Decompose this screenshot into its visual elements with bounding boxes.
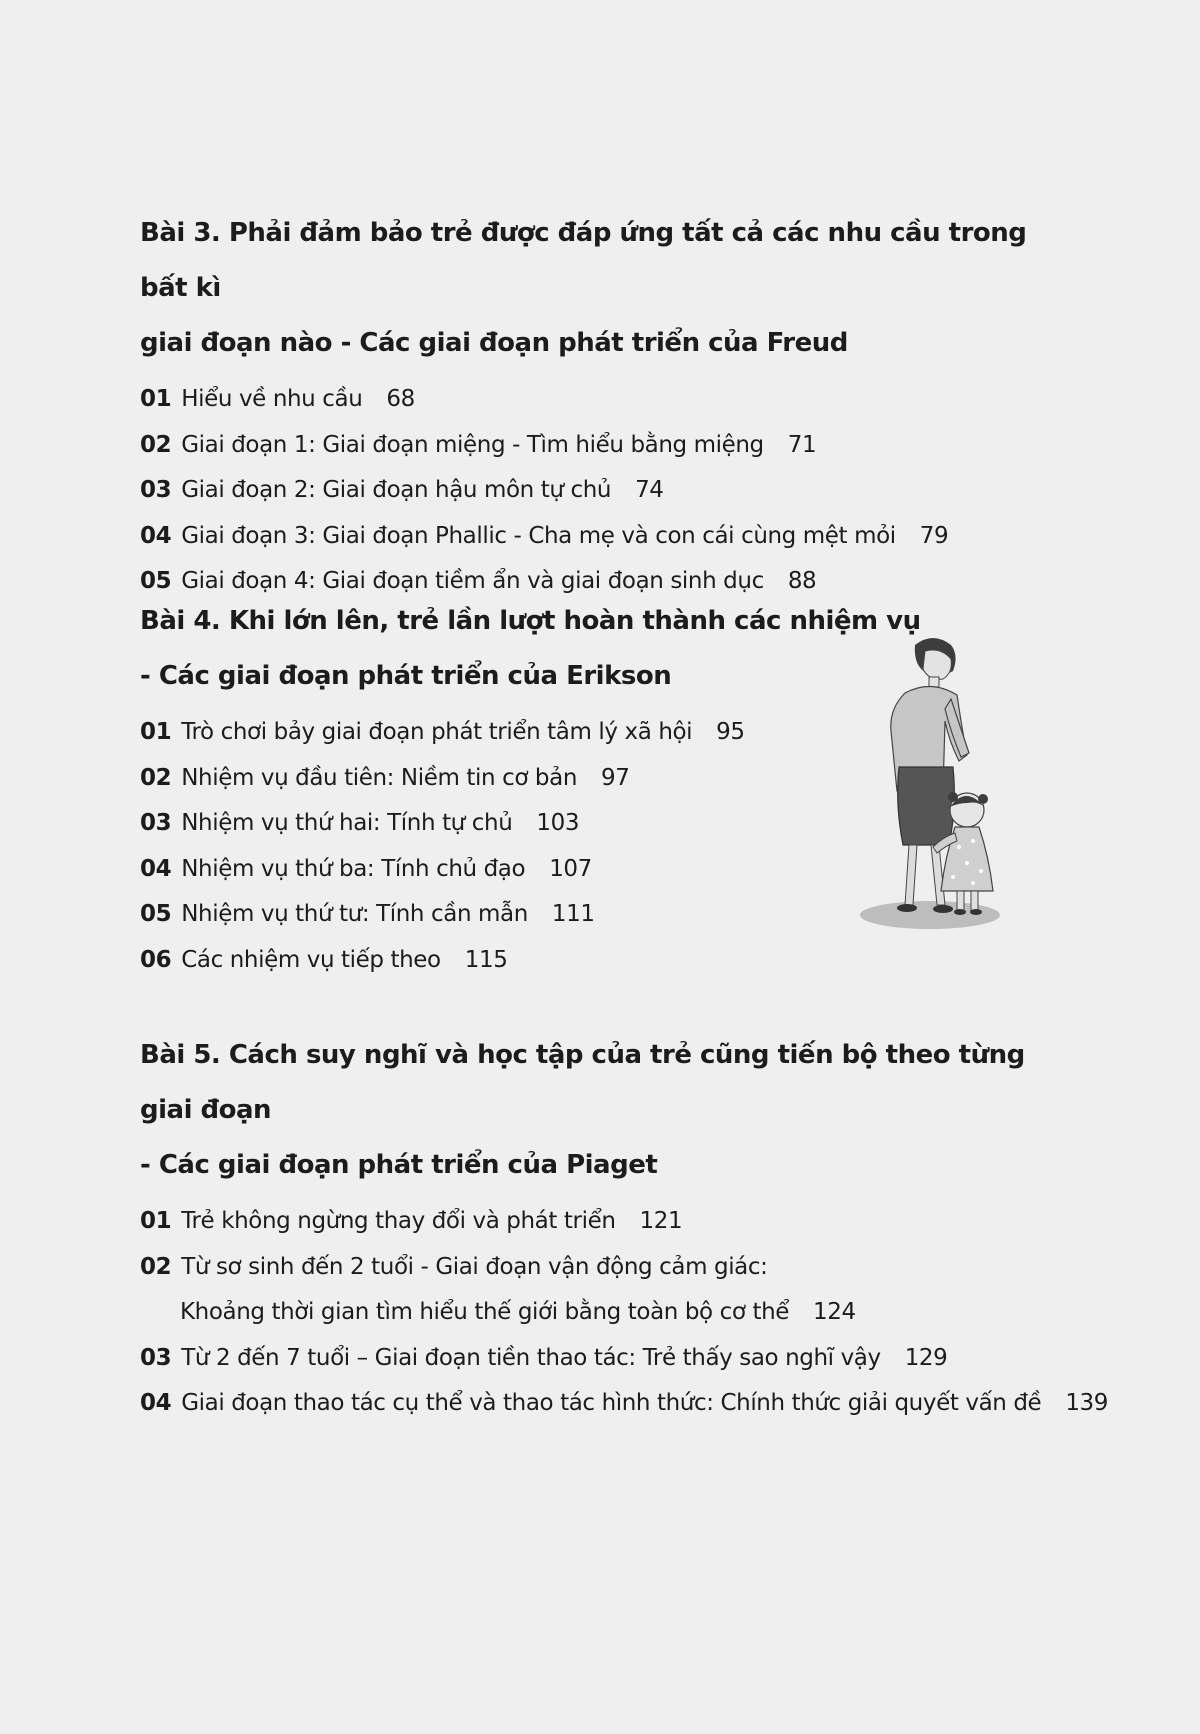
entry-title: Từ 2 đến 7 tuổi – Giai đoạn tiền thao tác: Trẻ thấy sao nghĩ vậy — [181, 1344, 881, 1371]
entry-title: Giai đoạn 1: Giai đoạn miệng - Tìm hiểu bằng miệng — [181, 431, 764, 458]
entry-page: 103 — [536, 810, 580, 836]
section-heading-line2: - Các giai đoạn phát triển của Erikson — [140, 661, 672, 691]
entry-title: Giai đoạn 3: Giai đoạn Phallic - Cha mẹ và con cái cùng mệt mỏi — [181, 522, 896, 549]
entry-number: 01 — [140, 386, 172, 412]
entry-page: 139 — [1065, 1390, 1109, 1416]
entry-title: Giai đoạn thao tác cụ thể và thao tác hình thức: Chính thức giải quyết vấn đề — [181, 1390, 1042, 1416]
toc-entry[interactable] — [140, 1199, 1040, 1245]
entry-page: 68 — [386, 386, 415, 412]
section-heading-line2: giai đoạn nào - Các giai đoạn phát triển của Freud — [140, 328, 848, 358]
entry-number: 02 — [140, 1253, 172, 1280]
entry-page: 121 — [639, 1208, 683, 1234]
entry-number: 02 — [140, 764, 172, 791]
entry-number: 05 — [140, 901, 172, 927]
section-heading — [140, 206, 1040, 371]
entry-page: 129 — [904, 1344, 948, 1371]
toc-entry[interactable] — [140, 377, 1040, 423]
section-heading-line2: - Các giai đoạn phát triển của Piaget — [140, 1150, 658, 1180]
toc-entry[interactable] — [140, 423, 1040, 469]
toc-entry[interactable] — [140, 468, 1040, 514]
entry-title: Trò chơi bảy giai đoạn phát triển tâm lý xã hội — [181, 719, 693, 745]
entry-number: 05 — [140, 568, 172, 594]
entry-number: 01 — [140, 719, 172, 745]
toc-section-5 — [140, 1028, 1109, 1427]
ground-shadow — [860, 901, 1000, 929]
entry-title: Hiểu về nhu cầu — [181, 386, 363, 412]
entry-title: Nhiệm vụ đầu tiên: Niềm tin cơ bản — [181, 764, 577, 791]
entry-page: 115 — [464, 946, 508, 973]
entry-title: Nhiệm vụ thứ ba: Tính chủ đạo — [181, 855, 526, 882]
entry-title: Nhiệm vụ thứ tư: Tính cần mẫn — [181, 901, 528, 927]
toc-entry[interactable] — [140, 1245, 1040, 1336]
entry-number: 03 — [140, 810, 172, 836]
entry-number: 02 — [140, 431, 172, 458]
entry-page: 79 — [919, 522, 949, 549]
section-heading-line1: Bài 4. Khi lớn lên, trẻ lần lượt hoàn thành các nhiệm vụ — [140, 606, 921, 636]
toc-entry[interactable] — [140, 514, 1040, 560]
entry-title: Nhiệm vụ thứ hai: Tính tự chủ — [181, 810, 513, 836]
mother-child-illustration — [855, 625, 1015, 945]
section-heading-line1: Bài 3. Phải đảm bảo trẻ được đáp ứng tất cả các nhu cầu trong bất kì — [140, 218, 1027, 303]
entry-number: 04 — [140, 522, 172, 549]
entry-page: 95 — [716, 719, 745, 745]
toc-entry[interactable] — [140, 1336, 1040, 1382]
toc-section-3 — [140, 206, 1040, 605]
entry-page: 124 — [813, 1299, 856, 1325]
entry-number: 01 — [140, 1208, 172, 1234]
entry-title: Giai đoạn 2: Giai đoạn hậu môn tự chủ — [181, 477, 612, 503]
entry-title: Các nhiệm vụ tiếp theo — [181, 946, 441, 973]
entry-page: 97 — [601, 764, 630, 791]
entry-title: Từ sơ sinh đến 2 tuổi - Giai đoạn vận động cảm giác: — [181, 1253, 768, 1280]
toc-entry[interactable] — [140, 1381, 1109, 1427]
entry-title: Trẻ không ngừng thay đổi và phát triển — [181, 1208, 616, 1234]
entry-number: 04 — [140, 1390, 172, 1416]
entry-page: 88 — [787, 568, 817, 594]
entry-page: 107 — [549, 855, 592, 882]
entry-page: 74 — [635, 477, 664, 503]
entry-page: 71 — [787, 431, 817, 458]
section-heading — [140, 1028, 1040, 1193]
section-heading-line1: Bài 5. Cách suy nghĩ và học tập của trẻ cũng tiến bộ theo từng giai đoạn — [140, 1040, 1025, 1125]
entry-number: 06 — [140, 946, 172, 973]
entry-title-continuation: Khoảng thời gian tìm hiểu thế giới bằng toàn bộ cơ thể — [180, 1299, 790, 1325]
entry-number: 04 — [140, 855, 172, 882]
entry-number: 03 — [140, 477, 172, 503]
entry-page: 111 — [551, 901, 595, 927]
entry-number: 03 — [140, 1344, 172, 1371]
entry-title: Giai đoạn 4: Giai đoạn tiềm ẩn và giai đoạn sinh dục — [181, 568, 764, 594]
